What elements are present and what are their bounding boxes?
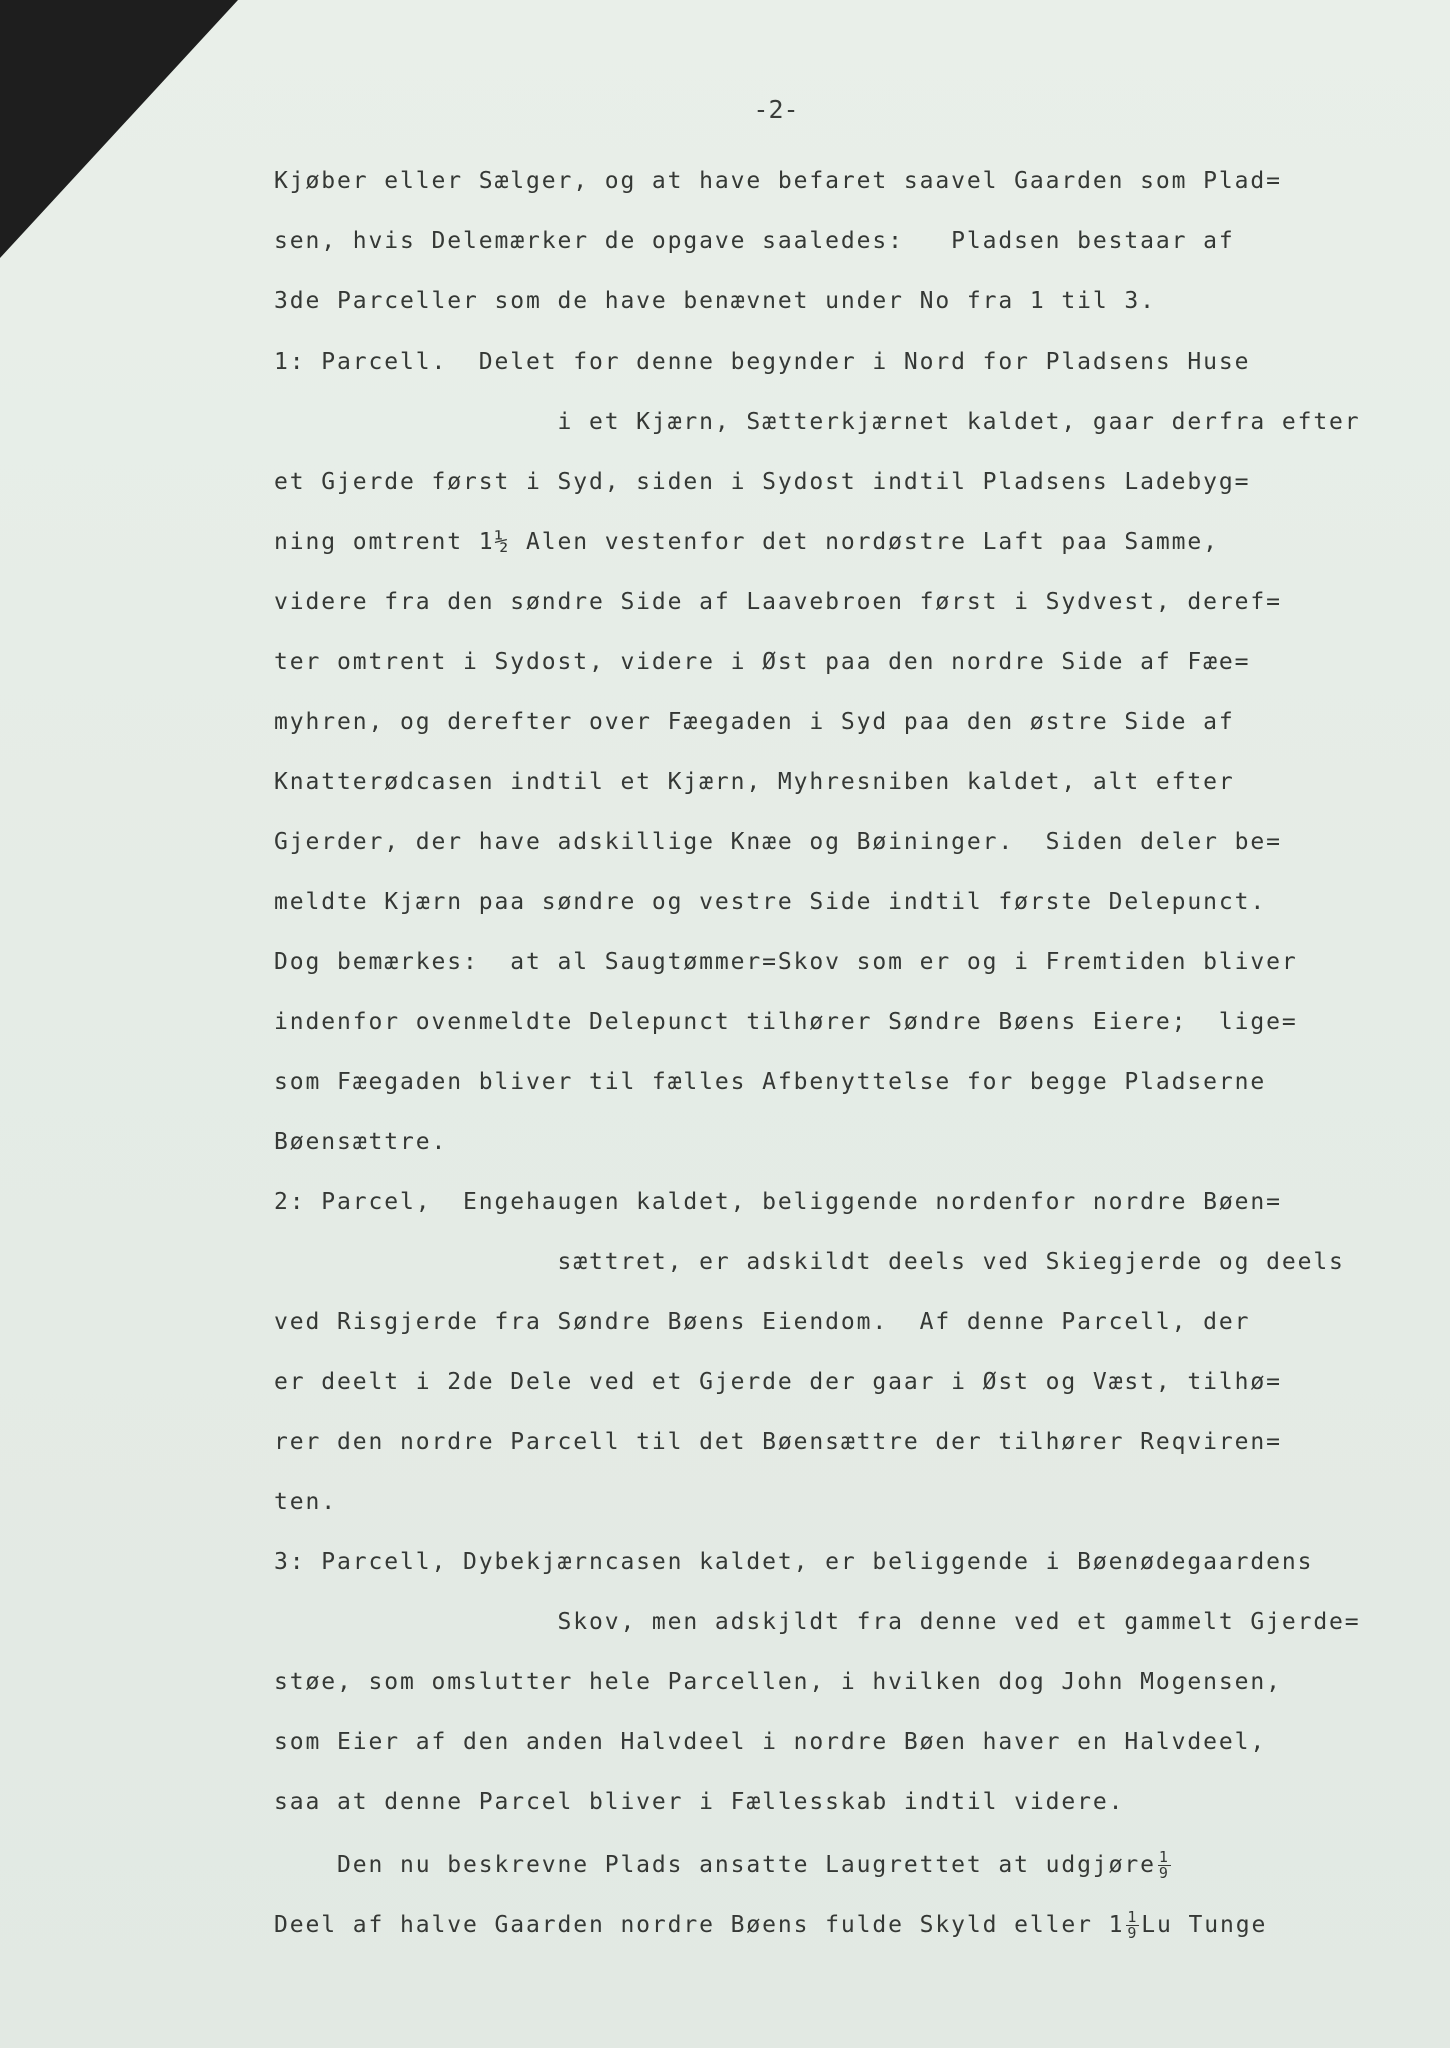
text-line-30 (274, 1910, 1267, 1941)
text-line-14: Dog bemærkes: at al Saugtømmer=Skov som er og i Fremtiden bliver (274, 949, 1298, 975)
text-line-12: Gjerder, der have adskillige Knæe og Bøininger. Siden deler be= (274, 829, 1282, 855)
fraction-numerator-2: 1 (1127, 1908, 1139, 1926)
text-line-30-tail: Lu Tunge (1141, 1912, 1268, 1938)
text-line-25: Skov, men adskjldt fra denne ved et gammelt Gjerde= (274, 1609, 1361, 1635)
text-line-6: et Gjerde først i Syd, siden i Sydost indtil Pladsens Ladebyg= (274, 469, 1251, 495)
text-line-11: Knatterødcasen indtil et Kjærn, Myhresniben kaldet, alt efter (274, 769, 1235, 795)
text-line-26: støe, som omslutter hele Parcellen, i hvilken dog John Mogensen, (274, 1669, 1282, 1695)
text-line-29-text: Den nu beskrevne Plads ansatte Laugrettet at udgjøre (274, 1852, 1156, 1878)
text-line-22: rer den nordre Parcell til det Bøensættre der tilhører Reqviren= (274, 1429, 1282, 1455)
text-line-19: sættret, er adskildt deels ved Skiegjerde og deels (274, 1249, 1345, 1275)
text-line-9: ter omtrent i Sydost, videre i Øst paa den nordre Side af Fæe= (274, 649, 1251, 675)
text-line-7: ning omtrent 1½ Alen vestenfor det nordøstre Laft paa Samme, (274, 529, 1219, 555)
text-line-2: sen, hvis Delemærker de opgave saaledes: Pladsen bestaar af (274, 228, 1235, 254)
text-line-28: saa at denne Parcel bliver i Fællesskab indtil videre. (274, 1789, 1125, 1815)
text-line-24: 3: Parcell, Dybekjærncasen kaldet, er beliggende i Bøenødegaardens (274, 1549, 1314, 1575)
fraction-one-ninth-2 (1126, 1910, 1139, 1941)
text-line-3: 3de Parceller som de have benævnet under No fra 1 til 3. (274, 288, 1156, 314)
text-line-21: er deelt i 2de Dele ved et Gjerde der gaar i Øst og Væst, tilhø= (274, 1369, 1282, 1395)
text-line-5: i et Kjærn, Sætterkjærnet kaldet, gaar derfra efter (274, 409, 1361, 435)
text-line-29 (274, 1850, 1173, 1881)
fraction-denominator-2: 9 (1127, 1924, 1139, 1942)
page-number: -2- (753, 95, 799, 124)
text-line-18: 2: Parcel, Engehaugen kaldet, beliggende nordenfor nordre Bøen= (274, 1189, 1282, 1215)
text-line-17: Bøensættre. (274, 1129, 448, 1155)
text-line-27: som Eier af den anden Halvdeel i nordre Bøen haver en Halvdeel, (274, 1729, 1267, 1755)
text-line-13: meldte Kjærn paa søndre og vestre Side indtil første Delepunct. (274, 889, 1267, 915)
text-line-10: myhren, og derefter over Fæegaden i Syd paa den østre Side af (274, 709, 1235, 735)
text-line-1: Kjøber eller Sælger, og at have befaret saavel Gaarden som Plad= (274, 168, 1282, 194)
fraction-numerator: 1 (1158, 1848, 1170, 1866)
text-line-30-text: Deel af halve Gaarden nordre Bøens fulde Skyld eller 1 (274, 1912, 1125, 1938)
text-line-8: videre fra den søndre Side af Laavebroen først i Sydvest, deref= (274, 589, 1282, 615)
text-line-20: ved Risgjerde fra Søndre Bøens Eiendom. Af denne Parcell, der (274, 1309, 1251, 1335)
fraction-denominator: 9 (1158, 1864, 1170, 1882)
text-line-4: 1: Parcell. Delet for denne begynder i Nord for Pladsens Huse (274, 349, 1251, 375)
fraction-one-ninth (1158, 1850, 1171, 1881)
text-line-15: indenfor ovenmeldte Delepunct tilhører Søndre Bøens Eiere; lige= (274, 1009, 1298, 1035)
text-line-23: ten. (274, 1489, 337, 1515)
text-line-16: som Fæegaden bliver til fælles Afbenyttelse for begge Pladserne (274, 1069, 1267, 1095)
